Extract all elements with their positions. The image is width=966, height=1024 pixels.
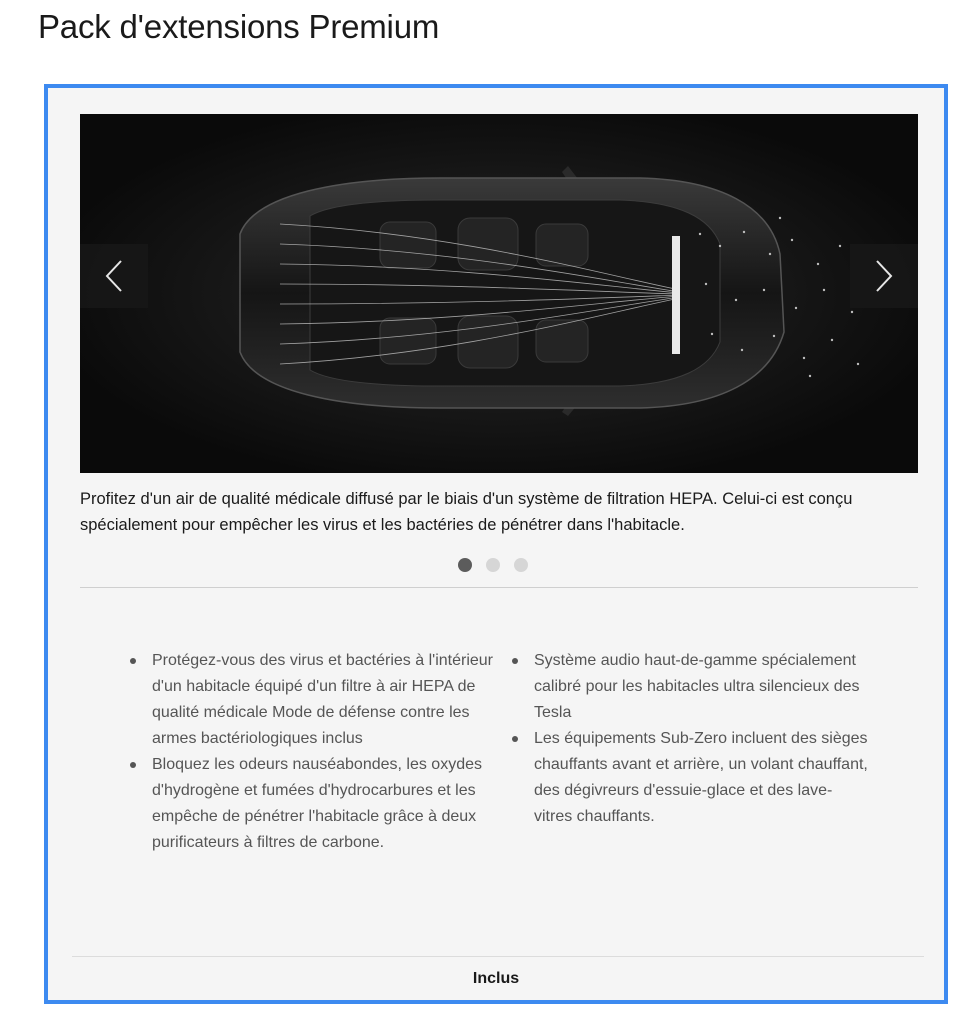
premium-pack-card — [44, 84, 948, 1004]
list-item: Protégez-vous des virus et bactéries à l'intérieur d'un habitacle équipé d'un filtre à air HEPA de qualité médicale Mode de défense contre les armes bactériologiques inclus — [126, 648, 496, 752]
chevron-right-icon — [873, 258, 895, 294]
list-item: Les équipements Sub-Zero incluent des sièges chauffants avant et arrière, un volant chauffant, des dégivreurs d'essuie-glace et des lave-vitres chauffants. — [508, 726, 868, 830]
carousel-dot-3[interactable] — [514, 558, 528, 572]
list-item: Bloquez les odeurs nauséabondes, les oxydes d'hydrogène et fumées d'hydrocarbures et les empêche de pénétrer l'habitacle grâce à deux purificateurs à filtres de carbone. — [126, 752, 496, 856]
carousel-prev-button[interactable] — [80, 244, 148, 308]
feature-list-right — [508, 648, 868, 830]
list-item: Système audio haut-de-gamme spécialement calibré pour les habitacles ultra silencieux des Tesla — [508, 648, 868, 726]
divider — [72, 956, 924, 957]
chevron-left-icon — [103, 258, 125, 294]
included-status: Inclus — [472, 970, 520, 987]
feature-list-left — [126, 648, 496, 856]
carousel-dot-2[interactable] — [486, 558, 500, 572]
carousel-slide-image — [80, 114, 918, 473]
carousel-caption: Profitez d'un air de qualité médicale diffusé par le biais d'un système de filtration HEPA. Celui-ci est conçu spécialement pour empêcher les virus et les bactéries de pénétrer dans l'habitacle. — [80, 490, 853, 534]
carousel-pagination — [458, 558, 528, 572]
carousel-dot-1[interactable] — [458, 558, 472, 572]
page-title: Pack d'extensions Premium — [38, 8, 440, 45]
car-hepa-illustration — [80, 114, 918, 473]
divider — [80, 587, 918, 588]
carousel-next-button[interactable] — [850, 244, 918, 308]
